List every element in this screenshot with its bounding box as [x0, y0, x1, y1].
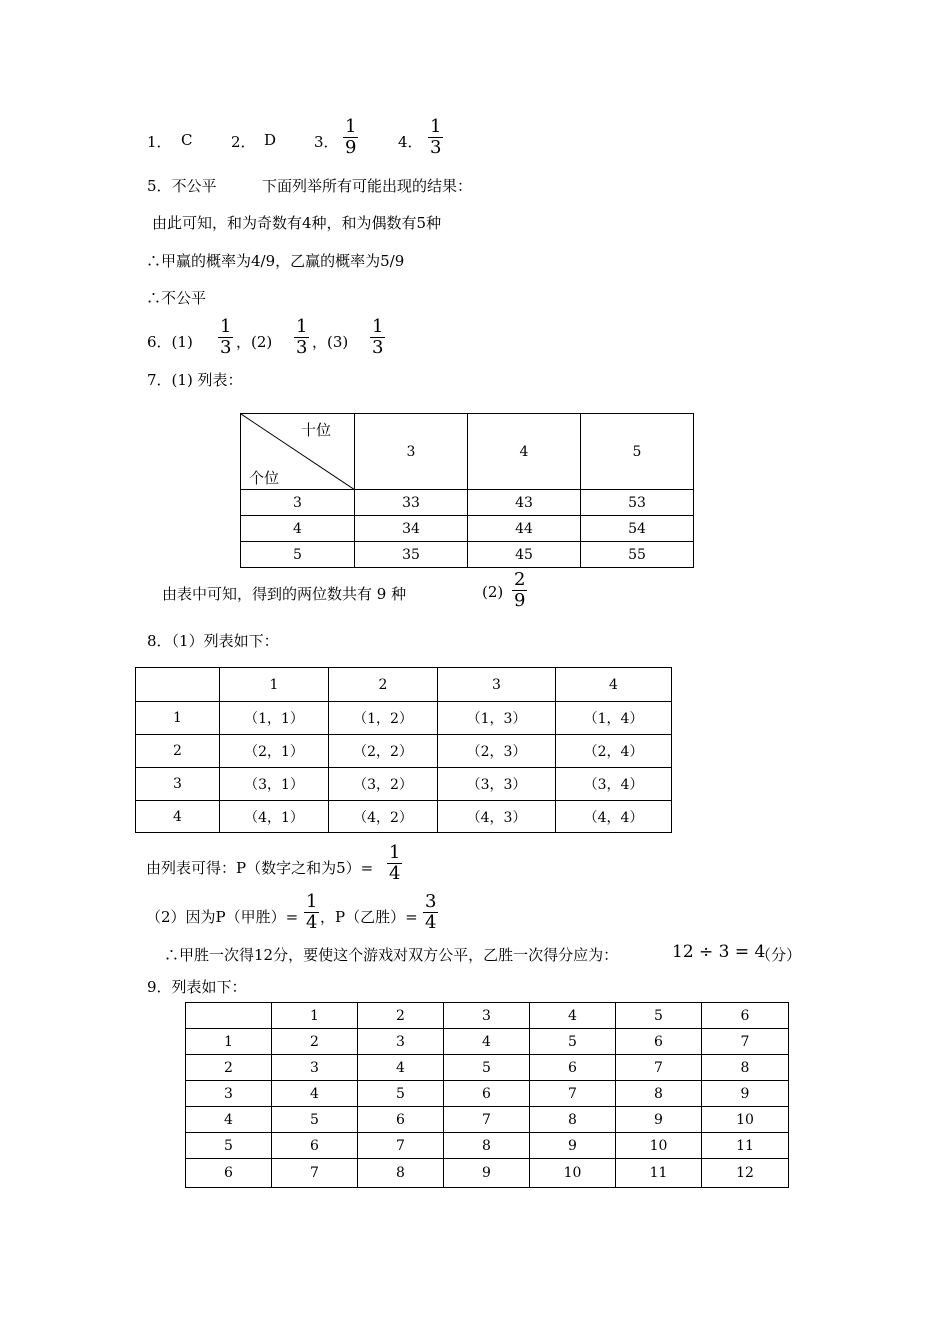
q9-cell: 7 [616, 1055, 702, 1081]
q7-row-header: 4 [241, 516, 355, 542]
q9-row-header: 2 [186, 1055, 272, 1081]
q6-numerator-1: 1 [220, 316, 232, 337]
q8-cell: （1，3） [438, 702, 556, 735]
q8-cell: （4，3） [438, 801, 556, 833]
q9-cell: 6 [444, 1081, 530, 1107]
q8-cell: （1，2） [329, 702, 438, 735]
q9-cell: 9 [616, 1107, 702, 1133]
q7-cell: 43 [468, 490, 581, 516]
q5-answer: 5．不公平 [147, 177, 217, 195]
q8-part2-fraction-1 [304, 893, 319, 932]
q8-cell: （1，1） [220, 702, 329, 735]
q8-part2-a: （2）因为P（甲胜）= [146, 908, 299, 926]
q5-line3: ∴甲赢的概率为4/9，乙赢的概率为5/9 [146, 252, 405, 270]
q9-row [186, 1029, 789, 1055]
q9-col-header: 4 [530, 1003, 616, 1029]
q7-denominator: 9 [514, 590, 526, 611]
q9-cell: 5 [358, 1081, 444, 1107]
q8-cell: （2，3） [438, 735, 556, 768]
q8-row [136, 735, 672, 768]
q7-cell: 44 [468, 516, 581, 542]
q9-cell: 6 [358, 1107, 444, 1133]
q9-cell: 5 [444, 1055, 530, 1081]
q8-p-numerator: 1 [389, 842, 401, 863]
q8-cell: （3，2） [329, 768, 438, 801]
q8-cell: （2，4） [556, 735, 672, 768]
q9-cell: 3 [358, 1029, 444, 1055]
q8-unit: （分） [756, 946, 802, 964]
q8-col-header: 2 [329, 668, 438, 702]
q8-row [136, 702, 672, 735]
q9-cell: 5 [530, 1029, 616, 1055]
q9-cell: 9 [444, 1159, 530, 1188]
q9-cell: 7 [444, 1107, 530, 1133]
q8-probability-fraction [387, 844, 402, 883]
q7-col-header: 4 [468, 414, 581, 490]
q1-number: 1． [147, 133, 172, 151]
q8-f1-denominator: 4 [306, 912, 318, 933]
q9-cell: 8 [702, 1055, 789, 1081]
q8-cell: （2，2） [329, 735, 438, 768]
q8-row-header: 4 [136, 801, 220, 833]
q6-numerator-3: 1 [372, 316, 384, 337]
q8-col-header: 3 [438, 668, 556, 702]
q8-formula: 12 ÷ 3 = 4 [672, 942, 766, 962]
q5-line4: ∴不公平 [146, 289, 207, 307]
q7-row [241, 516, 694, 542]
q6-fraction-1 [218, 318, 233, 357]
q9-row-header: 1 [186, 1029, 272, 1055]
q9-cell: 7 [272, 1159, 358, 1188]
q8-conclusion: ∴甲胜一次得12分，要使这个游戏对双方公平，乙胜一次得分应为： [164, 946, 619, 964]
q9-row-header: 3 [186, 1081, 272, 1107]
q9-row [186, 1081, 789, 1107]
q7-conclusion: 由表中可知，得到的两位数共有 9 种 [162, 585, 407, 603]
q9-cell: 10 [530, 1159, 616, 1188]
q9-cell: 8 [444, 1133, 530, 1159]
q8-cell: （2，1） [220, 735, 329, 768]
q7-cell: 33 [355, 490, 468, 516]
q7-cell: 45 [468, 542, 581, 568]
q7-corner-top: 十位 [301, 421, 332, 439]
q8-probability-line: 由列表可得：P（数字之和为5）= [146, 859, 374, 877]
q9-cell: 6 [272, 1133, 358, 1159]
q8-row [136, 801, 672, 833]
q4-numerator: 1 [430, 116, 442, 137]
q9-cell: 7 [358, 1133, 444, 1159]
q8-row [136, 768, 672, 801]
q9-cell: 6 [616, 1029, 702, 1055]
q9-cell: 7 [702, 1029, 789, 1055]
q7-cell: 34 [355, 516, 468, 542]
q9-row-header: 6 [186, 1159, 272, 1188]
q9-heading: 9．列表如下： [147, 978, 247, 996]
q3-fraction [343, 118, 358, 157]
q6-denominator-3: 3 [372, 337, 384, 358]
q6-fraction-2 [294, 318, 309, 357]
q9-row [186, 1159, 789, 1188]
q7-numerator: 2 [514, 569, 526, 590]
q9-cell: 9 [702, 1081, 789, 1107]
q9-cell: 10 [616, 1133, 702, 1159]
q9-corner-cell [186, 1003, 272, 1029]
q7-col-header: 5 [581, 414, 694, 490]
q6-numerator-2: 1 [296, 316, 308, 337]
q9-cell: 11 [702, 1133, 789, 1159]
q9-cell: 4 [272, 1081, 358, 1107]
q7-col-header: 3 [355, 414, 468, 490]
q9-col-header: 5 [616, 1003, 702, 1029]
q9-row [186, 1055, 789, 1081]
q3-denominator: 9 [345, 137, 357, 158]
q9-cell: 10 [702, 1107, 789, 1133]
q9-row-header: 5 [186, 1133, 272, 1159]
q1-answer: C [181, 131, 193, 149]
q9-row-header: 4 [186, 1107, 272, 1133]
q8-cell: （4，2） [329, 801, 438, 833]
q8-f2-denominator: 4 [425, 912, 437, 933]
q6-sep-2: ，(2) [236, 333, 273, 351]
q8-col-header: 1 [220, 668, 329, 702]
q8-cell: （4，4） [556, 801, 672, 833]
q8-cell: （4，1） [220, 801, 329, 833]
q9-cell: 8 [358, 1159, 444, 1188]
q9-cell: 4 [444, 1029, 530, 1055]
q9-col-header: 1 [272, 1003, 358, 1029]
q7-row [241, 490, 694, 516]
q9-table [185, 1002, 789, 1188]
q9-cell: 11 [616, 1159, 702, 1188]
q9-col-header: 3 [444, 1003, 530, 1029]
q9-cell: 12 [702, 1159, 789, 1188]
q8-row-header: 2 [136, 735, 220, 768]
q9-cell: 9 [530, 1133, 616, 1159]
q9-cell: 7 [530, 1081, 616, 1107]
q2-answer: D [264, 131, 277, 149]
q3-number: 3． [314, 133, 339, 151]
q8-part2-b: ，P（乙胜）= [320, 908, 418, 926]
q7-table [240, 413, 694, 568]
q9-cell: 3 [272, 1055, 358, 1081]
q5-line2: 由此可知，和为奇数有4种，和为偶数有5种 [152, 214, 442, 232]
q6-denominator-1: 3 [220, 337, 232, 358]
q7-part2-label: (2) [482, 583, 504, 601]
q9-col-header: 2 [358, 1003, 444, 1029]
q4-number: 4． [398, 133, 423, 151]
q8-heading: 8．（1）列表如下： [147, 632, 279, 650]
q7-cell: 53 [581, 490, 694, 516]
q9-row [186, 1107, 789, 1133]
q7-heading: 7．(1) 列表： [147, 371, 243, 389]
q6-denominator-2: 3 [296, 337, 308, 358]
q4-denominator: 3 [430, 137, 442, 158]
q8-col-header: 4 [556, 668, 672, 702]
q6-fraction-3 [370, 318, 385, 357]
q7-row-header: 5 [241, 542, 355, 568]
q8-cell: （1，4） [556, 702, 672, 735]
q7-row-header: 3 [241, 490, 355, 516]
q8-cell: （3，4） [556, 768, 672, 801]
q9-row [186, 1133, 789, 1159]
q7-cell: 55 [581, 542, 694, 568]
q7-cell: 54 [581, 516, 694, 542]
q7-part2-fraction [512, 571, 527, 610]
q8-cell: （3，3） [438, 768, 556, 801]
q8-table [135, 667, 672, 833]
q9-col-header: 6 [702, 1003, 789, 1029]
q9-cell: 2 [272, 1029, 358, 1055]
q9-cell: 8 [530, 1107, 616, 1133]
q8-f1-numerator: 1 [306, 891, 318, 912]
q8-f2-numerator: 3 [425, 891, 437, 912]
q7-cell: 35 [355, 542, 468, 568]
q6-sep-3: ，(3) [312, 333, 349, 351]
q7-corner-bottom: 个位 [249, 469, 280, 487]
q8-corner-cell [136, 668, 220, 702]
q7-row [241, 542, 694, 568]
q8-part2-fraction-2 [423, 893, 438, 932]
q6-prefix: 6．(1) [147, 333, 193, 351]
q9-cell: 5 [272, 1107, 358, 1133]
q9-cell: 4 [358, 1055, 444, 1081]
q9-cell: 6 [530, 1055, 616, 1081]
q7-corner-cell [241, 414, 355, 490]
q4-fraction [428, 118, 443, 157]
q8-row-header: 3 [136, 768, 220, 801]
q5-intro: 下面列举所有可能出现的结果： [262, 177, 473, 195]
q8-row-header: 1 [136, 702, 220, 735]
q8-cell: （3，1） [220, 768, 329, 801]
q3-numerator: 1 [345, 116, 357, 137]
q2-number: 2． [231, 133, 256, 151]
q8-p-denominator: 4 [389, 863, 401, 884]
q9-cell: 8 [616, 1081, 702, 1107]
